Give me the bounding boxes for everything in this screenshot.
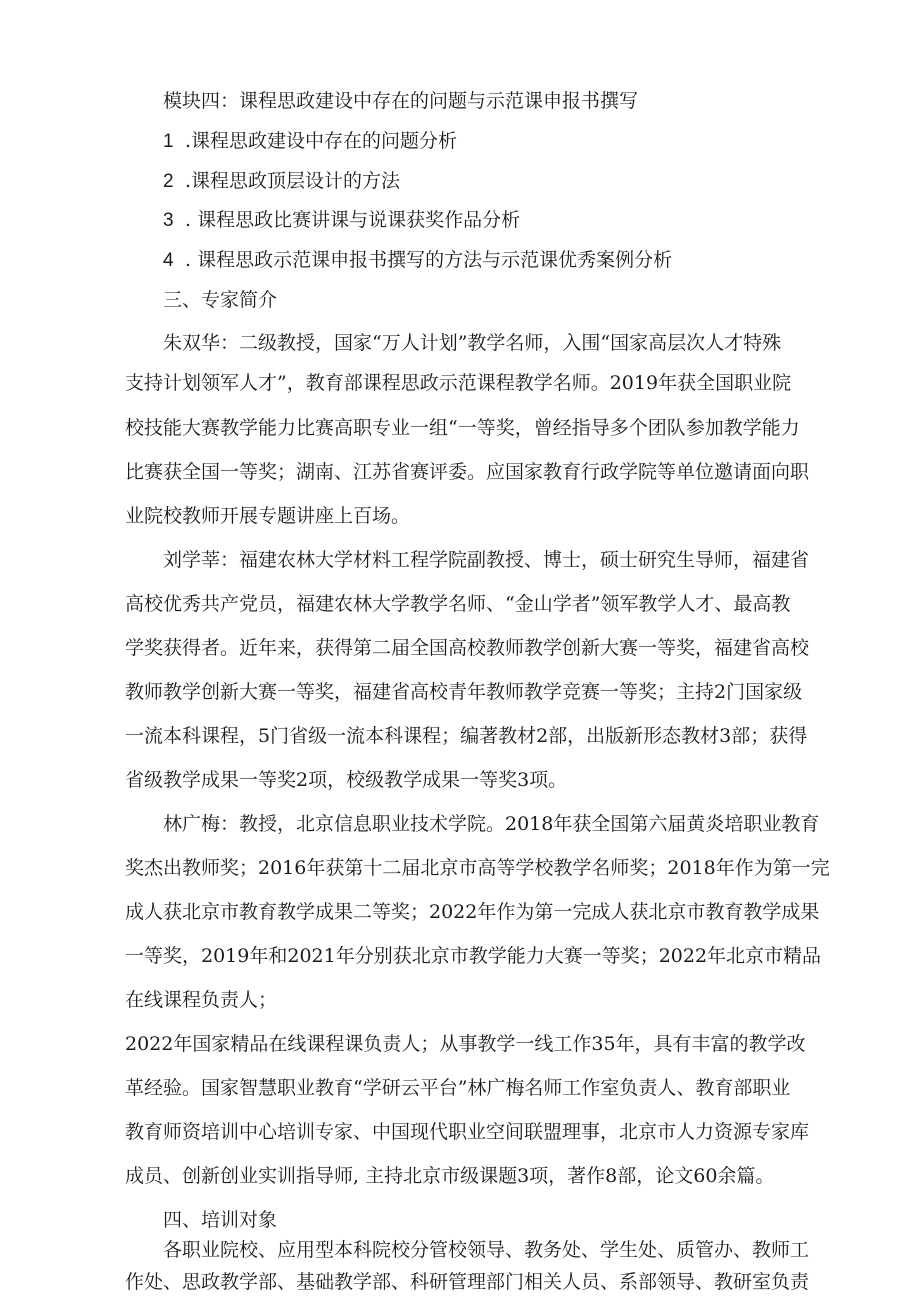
list-item	[163, 248, 672, 273]
expert-lin-line: 2022年国家精品在线课程课负责人；从事教学一线工作35年，具有丰富的教学改	[125, 1033, 806, 1055]
expert-lin-line: 一等奖，2019年和2021年分别获北京市教学能力大赛一等奖；2022年北京市精品	[125, 945, 822, 967]
expert-lin-line: 奖杰出教师奖；2016年获第十二届北京市高等学校教学名师奖；2018年作为第一完	[125, 857, 830, 879]
trainees-line: 作处、思政教学部、基础教学部、科研管理部门相关人员、系部领导、教研室负责	[125, 1271, 810, 1293]
expert-lin-line: 在线课程负责人；	[125, 989, 278, 1011]
expert-liu-line: 一流本科课程，5门省级一流本科课程；编著教材2部，出版新形态教材3部；获得	[125, 725, 808, 747]
expert-lin-line: 成员、创新创业实训指导师, 主持北京市级课题3项，著作8部，论文60余篇。	[125, 1165, 775, 1187]
expert-liu-line: 高校优秀共产党员，福建农林大学教学名师、“金山学者”领军教学人才、最高教	[125, 593, 791, 615]
list-item-text: . 课程思政示范课申报书撰写的方法与示范课优秀案例分析	[185, 249, 673, 271]
list-item	[163, 129, 457, 154]
list-item-text: . 课程思政比赛讲课与说课获奖作品分析	[185, 209, 521, 231]
list-item-number: 3	[163, 210, 174, 231]
expert-zhu-line: 朱双华：二级教授，国家“万人计划”教学名师，入围“国家高层次人才特殊	[163, 332, 782, 354]
list-item-number: 4	[163, 250, 174, 271]
section-heading-trainees: 四、培训对象	[163, 1209, 278, 1231]
expert-lin-line: 教育师资培训中心培训专家、中国现代职业空间联盟理事，北京市人力资源专家库	[125, 1121, 810, 1143]
list-item-text: .课程思政顶层设计的方法	[185, 170, 401, 192]
list-item-number: 1	[163, 131, 174, 152]
expert-zhu-line: 业院校教师开展专题讲座上百场。	[125, 505, 411, 527]
expert-zhu-line: 支持计划领军人才”，教育部课程思政示范课程教学名师。2019年获全国职业院	[125, 372, 792, 394]
list-item-text: .课程思政建设中存在的问题分析	[185, 130, 458, 152]
expert-liu-line: 省级教学成果一等奖2项，校级教学成果一等奖3项。	[125, 769, 568, 791]
expert-liu-line: 学奖获得者。近年来，获得第二届全国高校教师教学创新大赛一等奖，福建省高校	[125, 637, 810, 659]
expert-lin-line: 成人获北京市教育教学成果二等奖；2022年作为第一完成人获北京市教育教学成果	[125, 901, 820, 923]
expert-zhu-line: 比赛获全国一等奖；湖南、江苏省赛评委。应国家教育行政学院等单位邀请面向职	[125, 461, 810, 483]
expert-liu-line: 刘学莘：福建农林大学材料工程学院副教授、博士，硕士研究生导师，福建省	[163, 549, 810, 571]
section-heading-experts: 三、专家简介	[163, 289, 278, 311]
expert-lin-line: 革经验。国家智慧职业教育“学研云平台”林广梅名师工作室负责人、教育部职业	[125, 1077, 791, 1099]
module4-heading: 模块四：课程思政建设中存在的问题与示范课申报书撰写	[163, 90, 639, 112]
list-item	[163, 169, 400, 194]
trainees-line: 各职业院校、应用型本科院校分管校领导、教务处、学生处、质管办、教师工	[163, 1239, 810, 1261]
list-item-number: 2	[163, 171, 174, 192]
list-item	[163, 208, 520, 233]
expert-liu-line: 教师教学创新大赛一等奖，福建省高校青年教师教学竞赛一等奖；主持2门国家级	[125, 681, 803, 703]
expert-lin-line: 林广梅：教授，北京信息职业技术学院。2018年获全国第六届黄炎培职业教育	[163, 813, 820, 835]
expert-zhu-line: 校技能大赛教学能力比赛高职专业一组“一等奖，曾经指导多个团队参加教学能力	[125, 417, 800, 439]
